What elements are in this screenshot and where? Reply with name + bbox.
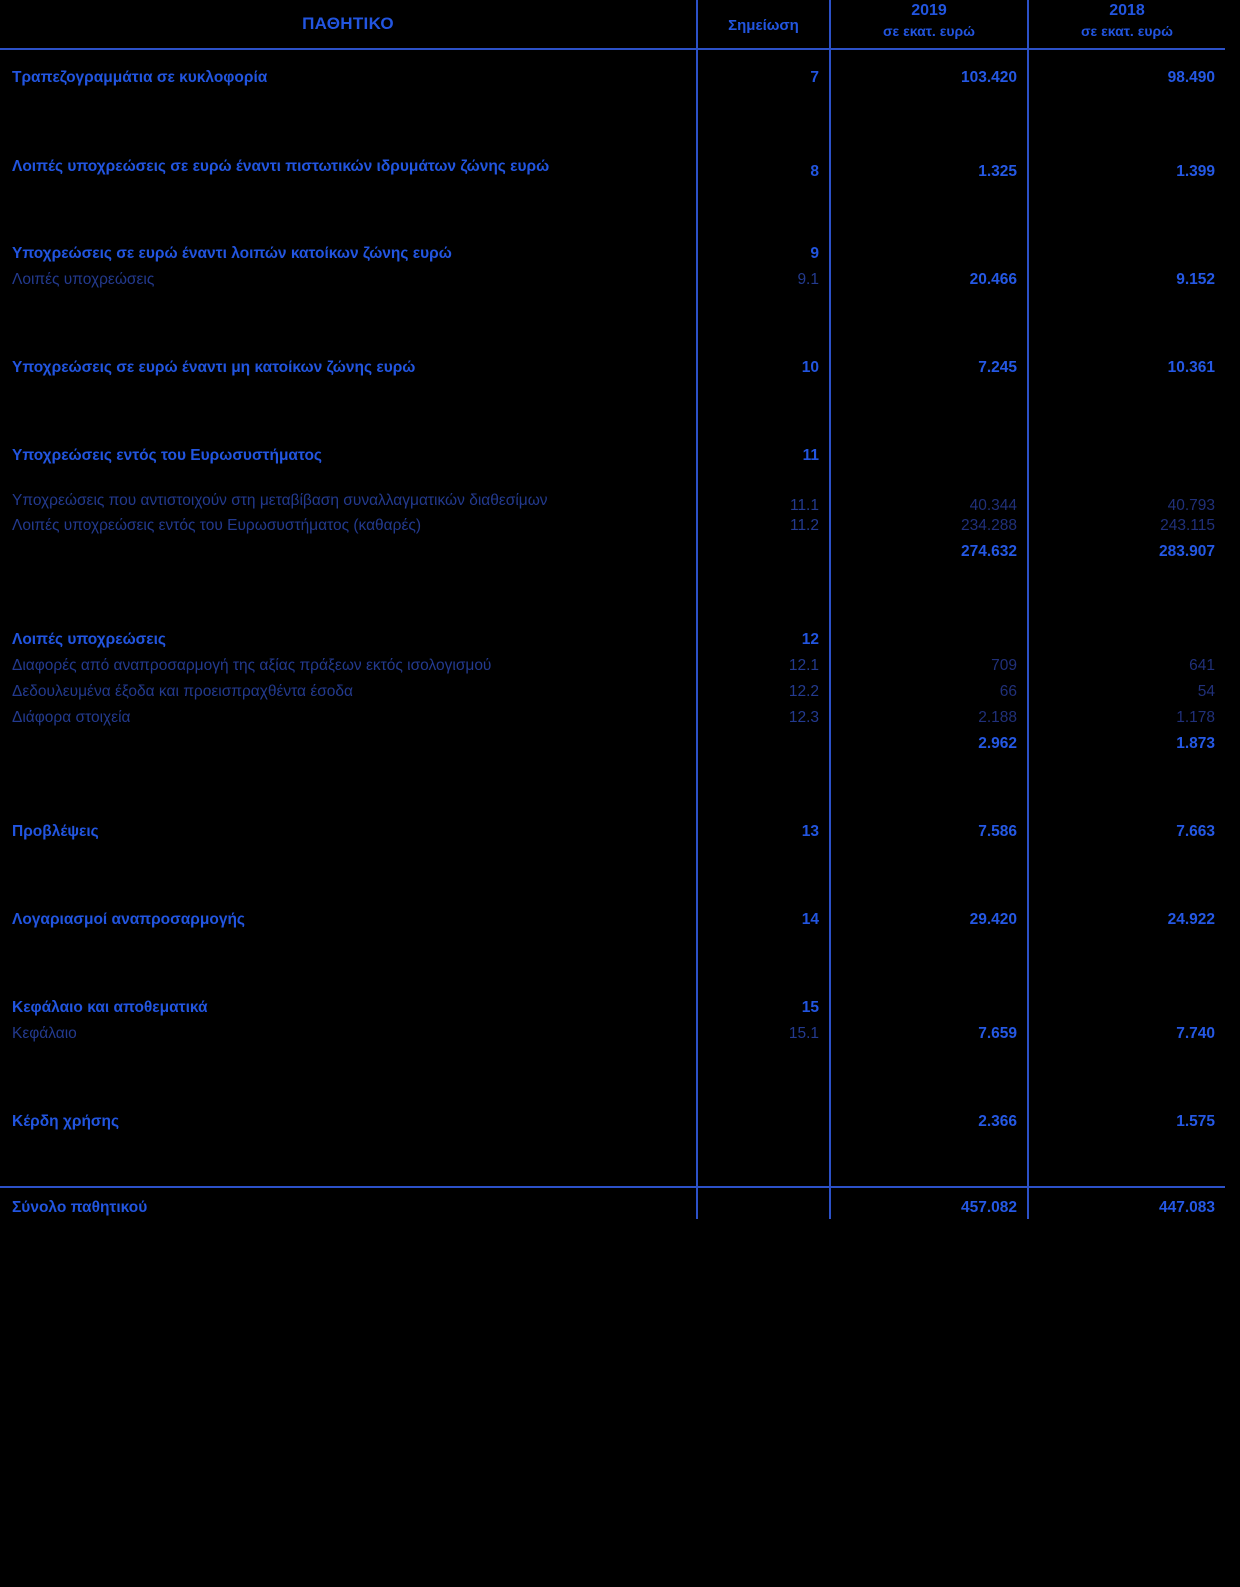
grand-total-label: Σύνολο παθητικού — [0, 1187, 697, 1219]
grand-total-2018: 447.083 — [1028, 1187, 1225, 1219]
table-row — [0, 1024, 1225, 1050]
table-header — [0, 0, 1225, 49]
row-label: Κεφάλαιο και αποθεματικά — [12, 999, 208, 1017]
table-row — [0, 910, 1225, 936]
row-value-2019 — [830, 244, 1028, 270]
spacer-row — [0, 568, 1225, 630]
unit-2018-label: σε εκατ. ευρώ — [1080, 22, 1173, 39]
grand-total-row — [0, 1187, 1225, 1219]
column-header-liabilities: ΠΑΘΗΤΙΚΟ — [0, 0, 697, 49]
grand-total-2019: 457.082 — [830, 1187, 1028, 1219]
spacer-row — [0, 472, 1225, 490]
row-label: Υποχρεώσεις εντός του Ευρωσυστήματος — [12, 447, 322, 465]
row-value-2019: 234.288 — [830, 516, 1028, 542]
row-value-2018: 1.178 — [1028, 708, 1225, 734]
spacer-row — [0, 760, 1225, 822]
row-value-2019: 274.632 — [830, 542, 1028, 568]
year-2018-label: 2018 — [1109, 2, 1145, 19]
row-value-2018 — [1028, 998, 1225, 1024]
row-label: Υποχρεώσεις σε ευρώ έναντι μη κατοίκων ζώνης ευρώ — [12, 359, 416, 377]
table-row — [0, 68, 1225, 94]
row-label — [0, 542, 697, 568]
subtotal-row — [0, 734, 1225, 760]
row-note: 11 — [697, 446, 830, 472]
row-value-2018: 9.152 — [1028, 270, 1225, 296]
table-row — [0, 446, 1225, 472]
table-row — [0, 270, 1225, 296]
spacer-row — [0, 848, 1225, 910]
row-label: Λοιπές υποχρεώσεις — [12, 631, 166, 649]
row-note — [697, 542, 830, 568]
column-header-2018 — [1028, 0, 1225, 49]
table-row — [0, 1112, 1225, 1138]
row-label: Λοιπές υποχρεώσεις εντός του Ευρωσυστήματος (καθαρές) — [12, 517, 422, 535]
spacer-row — [0, 296, 1225, 358]
row-label: Διάφορα στοιχεία — [12, 709, 131, 727]
row-value-2018: 98.490 — [1028, 68, 1225, 94]
spacer-row — [0, 94, 1225, 156]
table-row — [0, 682, 1225, 708]
row-value-2018: 1.575 — [1028, 1112, 1225, 1138]
row-value-2019: 2.188 — [830, 708, 1028, 734]
row-note — [697, 1112, 830, 1138]
row-value-2018 — [1028, 244, 1225, 270]
column-header-note: Σημείωση — [697, 0, 830, 49]
row-value-2018: 54 — [1028, 682, 1225, 708]
row-value-2019 — [830, 630, 1028, 656]
row-label: Υποχρεώσεις που αντιστοιχούν στη μεταβίβαση συναλλαγματικών διαθεσίμων — [12, 492, 548, 510]
row-value-2018 — [1028, 630, 1225, 656]
row-note: 9 — [697, 244, 830, 270]
row-note: 11.1 — [697, 490, 830, 516]
table-row — [0, 490, 1225, 516]
row-label: Λοιπές υποχρεώσεις — [12, 271, 155, 289]
row-label: Δεδουλευμένα έξοδα και προεισπραχθέντα έσοδα — [12, 683, 353, 701]
row-note: 11.2 — [697, 516, 830, 542]
row-label — [0, 734, 697, 760]
table-row — [0, 516, 1225, 542]
row-value-2019 — [830, 998, 1028, 1024]
row-note: 9.1 — [697, 270, 830, 296]
row-label: Διαφορές από αναπροσαρμογή της αξίας πράξεων εκτός ισολογισμού — [12, 657, 492, 675]
column-header-2019 — [830, 0, 1028, 49]
year-2019-label: 2019 — [911, 2, 947, 19]
table-row — [0, 358, 1225, 384]
table-row — [0, 656, 1225, 682]
row-label: Λογαριασμοί αναπροσαρμογής — [12, 911, 245, 929]
table-row — [0, 630, 1225, 656]
row-value-2019: 66 — [830, 682, 1028, 708]
row-value-2018: 1.873 — [1028, 734, 1225, 760]
spacer-row — [0, 384, 1225, 446]
row-value-2018: 283.907 — [1028, 542, 1225, 568]
row-label: Λοιπές υποχρεώσεις σε ευρώ έναντι πιστωτικών ιδρυμάτων ζώνης ευρώ — [12, 158, 550, 176]
row-note: 10 — [697, 358, 830, 384]
table-body — [0, 49, 1225, 1219]
table-row — [0, 998, 1225, 1024]
row-label: Κέρδη χρήσης — [12, 1113, 120, 1131]
row-value-2019: 2.962 — [830, 734, 1028, 760]
row-note: 12.3 — [697, 708, 830, 734]
spacer-row — [0, 49, 1225, 68]
grand-total-note — [697, 1187, 830, 1219]
row-value-2019: 7.586 — [830, 822, 1028, 848]
row-value-2019: 40.344 — [830, 490, 1028, 516]
table-row — [0, 822, 1225, 848]
row-note: 15 — [697, 998, 830, 1024]
table-row — [0, 156, 1225, 182]
row-value-2018: 40.793 — [1028, 490, 1225, 516]
spacer-row — [0, 182, 1225, 244]
row-note: 7 — [697, 68, 830, 94]
spacer-row — [0, 1138, 1225, 1187]
row-label: Υποχρεώσεις σε ευρώ έναντι λοιπών κατοίκων ζώνης ευρώ — [12, 245, 452, 263]
table-row — [0, 244, 1225, 270]
row-note: 12.2 — [697, 682, 830, 708]
row-note: 8 — [697, 156, 830, 182]
subtotal-row — [0, 542, 1225, 568]
unit-2019-label: σε εκατ. ευρώ — [882, 22, 975, 39]
row-note: 14 — [697, 910, 830, 936]
row-value-2018: 243.115 — [1028, 516, 1225, 542]
row-label: Προβλέψεις — [12, 823, 99, 841]
row-note: 13 — [697, 822, 830, 848]
row-value-2018: 7.663 — [1028, 822, 1225, 848]
row-note — [697, 734, 830, 760]
spacer-row — [0, 1050, 1225, 1112]
spacer-row — [0, 936, 1225, 998]
row-note: 15.1 — [697, 1024, 830, 1050]
row-value-2019: 7.659 — [830, 1024, 1028, 1050]
row-label: Τραπεζογραμμάτια σε κυκλοφορία — [12, 69, 268, 87]
row-value-2019: 1.325 — [830, 156, 1028, 182]
table-row — [0, 708, 1225, 734]
row-value-2019: 20.466 — [830, 270, 1028, 296]
row-value-2018: 7.740 — [1028, 1024, 1225, 1050]
row-value-2018: 1.399 — [1028, 156, 1225, 182]
row-value-2018: 641 — [1028, 656, 1225, 682]
row-value-2018: 24.922 — [1028, 910, 1225, 936]
row-value-2018: 10.361 — [1028, 358, 1225, 384]
row-value-2018 — [1028, 446, 1225, 472]
row-value-2019: 709 — [830, 656, 1028, 682]
row-label: Κεφάλαιο — [12, 1025, 77, 1043]
row-note: 12 — [697, 630, 830, 656]
row-value-2019: 7.245 — [830, 358, 1028, 384]
row-note: 12.1 — [697, 656, 830, 682]
row-value-2019: 103.420 — [830, 68, 1028, 94]
row-value-2019 — [830, 446, 1028, 472]
row-value-2019: 2.366 — [830, 1112, 1028, 1138]
row-value-2019: 29.420 — [830, 910, 1028, 936]
